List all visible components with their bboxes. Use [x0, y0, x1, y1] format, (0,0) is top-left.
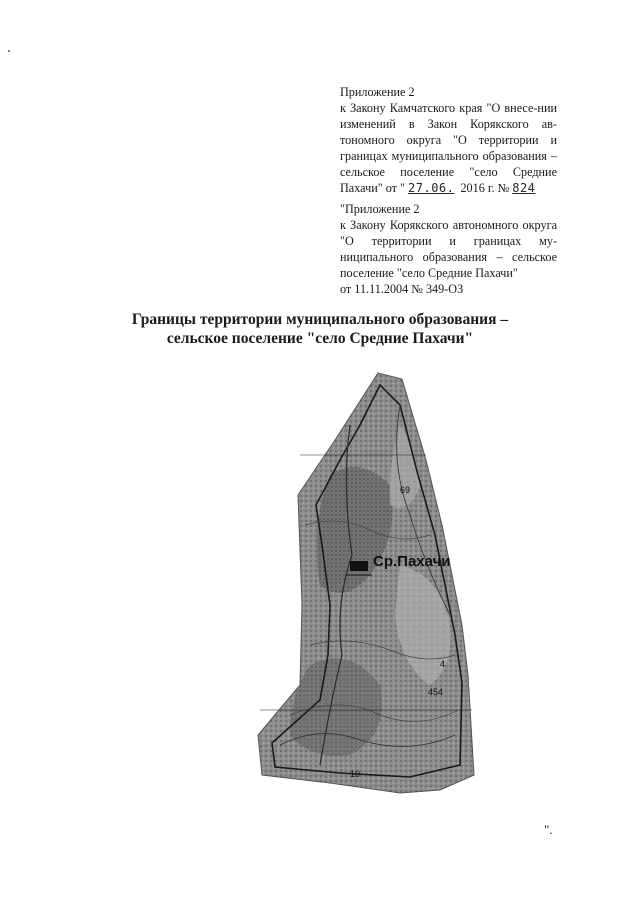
annex-body: к Закону Корякского автономного округа "О территории и границах му-ниципального образования – сельское поселение "село Средние Пахачи" [340, 218, 557, 280]
annex-date-prefix: Пахачи" от " [340, 181, 406, 195]
elevation-label: 454 [428, 687, 444, 697]
annex-body: к Закону Камчатского края "О внесе-нии изменений в Закон Корякского ав-тономного округа "О территории и границах муниципального образования – сельское поселение "село Средние [340, 101, 557, 179]
settlement-marker [350, 561, 368, 571]
annex-header-current [340, 84, 557, 196]
elevation-label: 10 [350, 769, 361, 779]
handwritten-date: 27.06. [408, 181, 455, 195]
annex-heading: Приложение 2 [340, 85, 415, 99]
annex-heading: "Приложение 2 [340, 202, 420, 216]
annex-date-mid: 2016 г. № [460, 181, 510, 195]
title-line-2: сельское поселение "село Средние Пахачи" [166, 330, 474, 347]
elevation-label: 69 [400, 485, 411, 495]
annex-date-line: от 11.11.2004 № 349-ОЗ [340, 282, 464, 296]
scan-speck [8, 50, 10, 52]
closing-quote: ". [544, 822, 553, 837]
settlement-label: Ср.Пахачи [373, 553, 451, 570]
territory-map [250, 365, 490, 805]
title-line-1: Границы территории муниципального образования – [131, 311, 509, 328]
handwritten-number: 824 [512, 181, 536, 195]
elevation-label: 4 [440, 659, 446, 669]
annex-text [340, 100, 557, 196]
annex-header-original [340, 201, 557, 297]
document-title [60, 310, 580, 348]
